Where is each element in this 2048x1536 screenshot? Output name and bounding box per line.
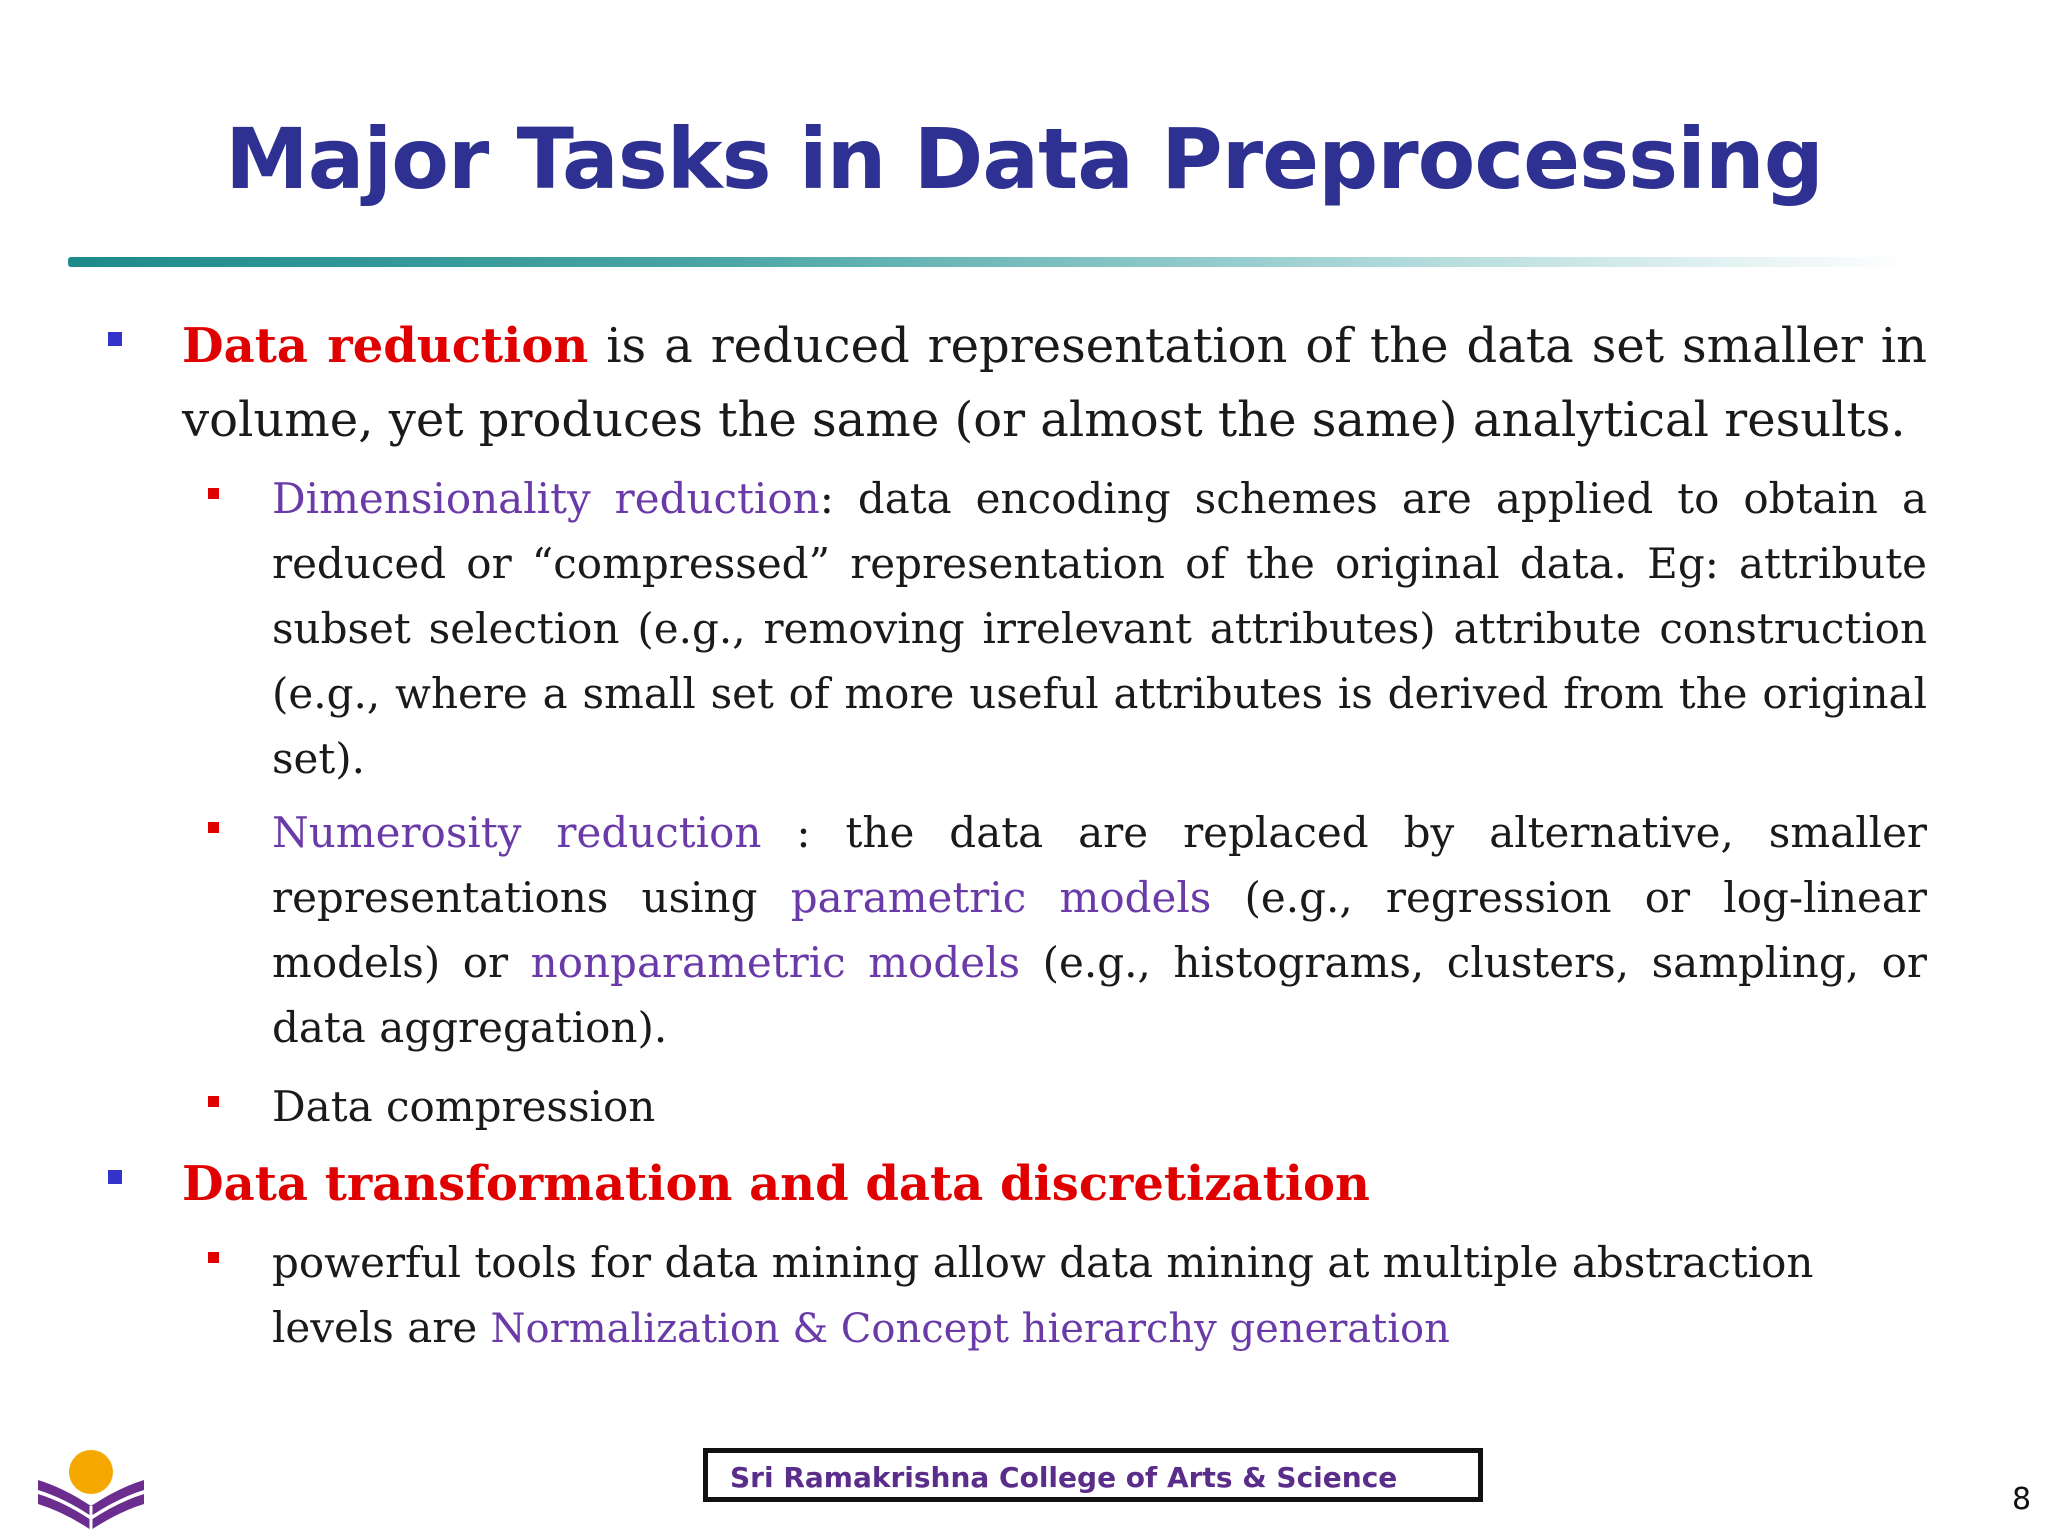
term-nonparametric-models: nonparametric models xyxy=(530,938,1021,987)
term-numerosity-reduction: Numerosity reduction xyxy=(272,808,762,857)
bullet-marker xyxy=(108,332,122,346)
footer-college-box xyxy=(703,1448,1483,1502)
bullet-powerful-tools xyxy=(272,1230,1927,1362)
bullet-data-compression: Data compression xyxy=(272,1082,656,1131)
numerosity-text-3: (e.g., histograms, clusters, sampling, or data aggregation). xyxy=(272,938,1927,1052)
numerosity-text-2: (e.g., regression or log-linear models) or xyxy=(272,873,1927,987)
data-reduction-text: is a reduced representation of the data set smaller in volume, yet produces the same (or almost the same) analytical results. xyxy=(182,318,1928,448)
numerosity-text-1: : the data are replaced by alternative, smaller representations using xyxy=(272,808,1927,922)
sub-bullet-marker xyxy=(208,488,219,499)
term-normalization-concept-hierarchy: Normalization & Concept hierarchy generation xyxy=(490,1306,1450,1352)
page-number: 8 xyxy=(2012,1482,2032,1517)
sub-bullet-marker xyxy=(208,822,219,833)
bullet-marker xyxy=(108,1170,122,1184)
dimensionality-text: : data encoding schemes are applied to obtain a reduced or “compressed” representation of the original data. Eg: attribute subset selection (e.g., removing irrelevant attributes) attribute construction (e.g., where a small set of more useful attributes is derived from the original set). xyxy=(272,474,1927,783)
term-data-transformation: Data transformation and data discretization xyxy=(182,1156,1370,1212)
bullet-data-reduction xyxy=(182,309,1927,457)
tools-text: powerful tools for data mining allow data mining at multiple abstraction levels are xyxy=(272,1238,1814,1352)
sub-bullet-marker xyxy=(208,1252,219,1263)
term-parametric-models: parametric models xyxy=(790,873,1212,922)
college-logo xyxy=(34,1440,148,1532)
sub-bullet-marker xyxy=(208,1096,219,1107)
bullet-numerosity-reduction xyxy=(272,800,1927,1060)
slide-title: Major Tasks in Data Preprocessing xyxy=(225,110,1823,208)
bullet-dimensionality-reduction xyxy=(272,466,1927,791)
term-data-reduction: Data reduction xyxy=(182,318,589,374)
footer-college-name: Sri Ramakrishna College of Arts & Science xyxy=(730,1461,1398,1494)
bullet-data-transformation xyxy=(182,1147,1927,1221)
term-dimensionality-reduction: Dimensionality reduction xyxy=(272,474,820,523)
